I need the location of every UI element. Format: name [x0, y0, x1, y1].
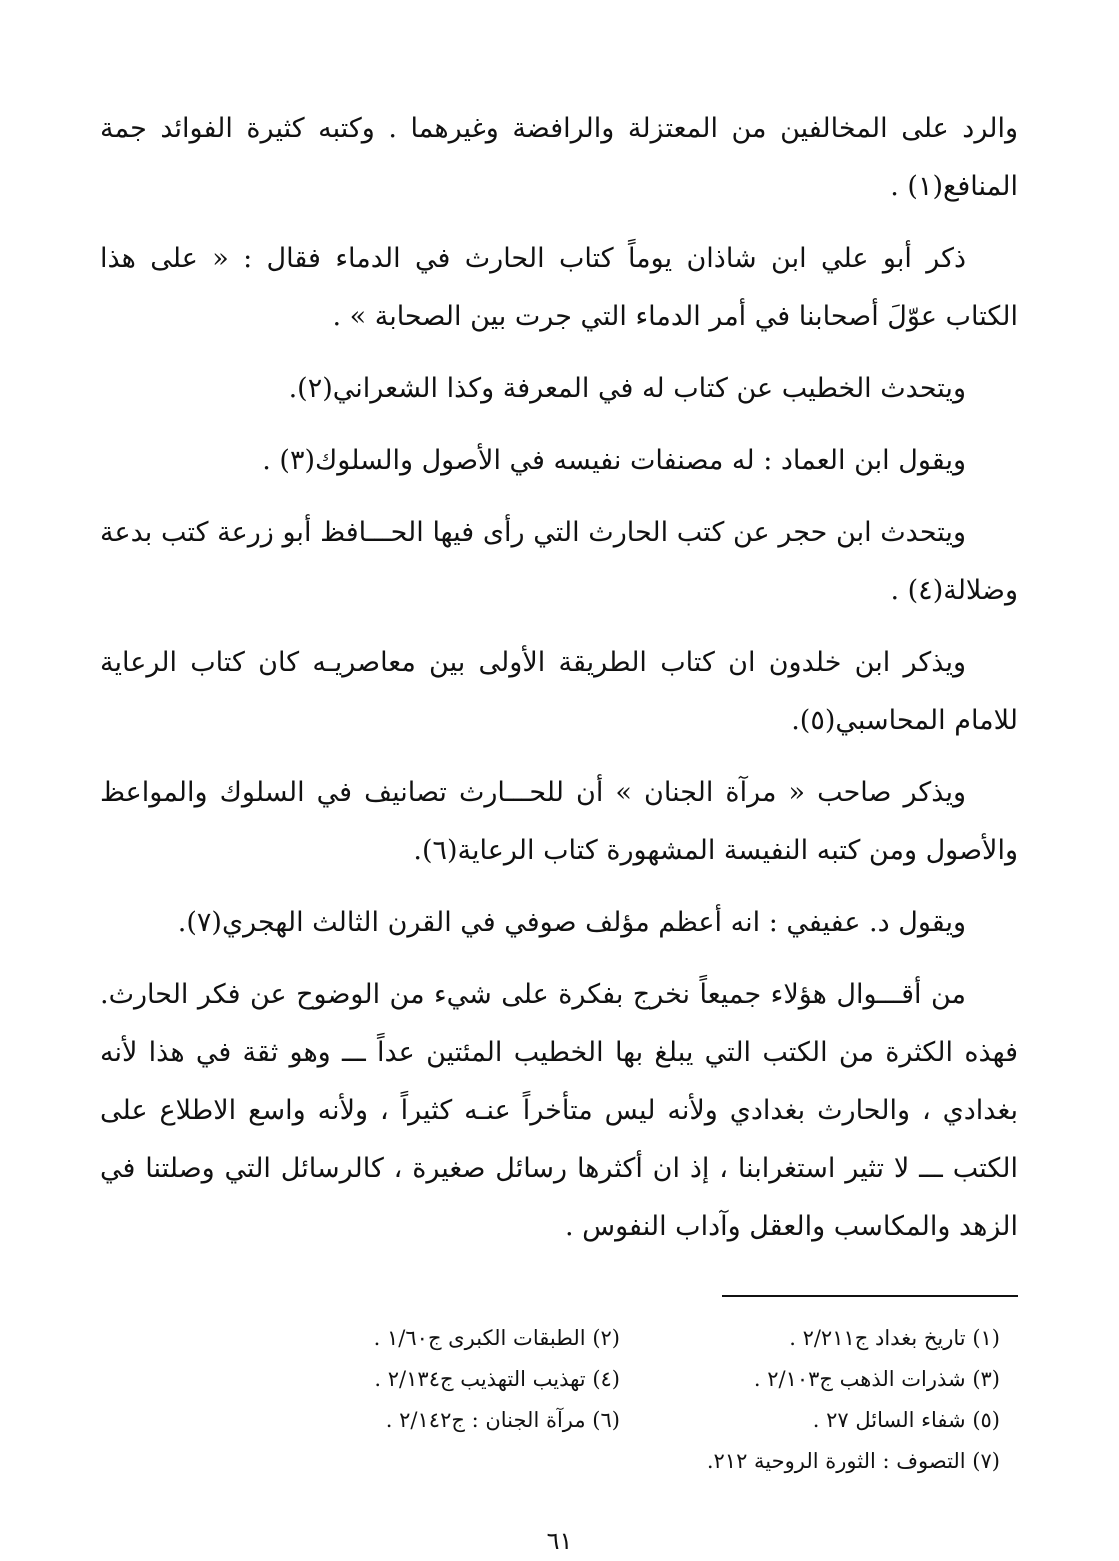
- paragraph: ويقول ابن العماد : له مصنفات نفيسه في الأصول والسلوك(٣) .: [262, 445, 966, 476]
- footnotes: [240, 1318, 1000, 1482]
- footnote-5: (٥) شفاء السائل ٢٧ .: [812, 1408, 1000, 1432]
- paragraph: من أقـــوال هؤلاء جميعاً نخرج بفكرة على شيء من الوضوح عن فكر الحارث. فهذه الكثرة من الكتب التي يبلغ بها الخطيب المئتين عداً ـــ وهو ثقة في هذا لأنه بغدادي ، والحارث بغدادي ولأنه ليس متأخراً عنـه كثيراً ، ولأنه واسع الاطلاع على الكتب ـــ لا تثير استغرابنا ، إذ ان أكثرها رسائل صغيرة ، كالرسائل التي وصلتنا في الزهد والمكاسب والعقل وآداب النفوس .: [100, 979, 1018, 1242]
- paragraph: ويتحدث الخطيب عن كتاب له في المعرفة وكذا الشعراني(٢).: [288, 373, 966, 404]
- footnote-2: (٢) الطبقات الكبرى ج١/٦٠ .: [373, 1326, 620, 1350]
- main-text: [100, 100, 1018, 1270]
- footnote-row: [240, 1400, 1000, 1441]
- footnote-row: [240, 1318, 1000, 1359]
- footnote-row: [240, 1441, 1000, 1482]
- page-number: ٦١: [546, 1527, 573, 1555]
- footnote-6: (٦) مرآة الجنان : ج٢/١٤٢ .: [385, 1408, 620, 1432]
- footnote-3: (٣) شذرات الذهب ج٢/١٠٣ .: [753, 1367, 1000, 1391]
- paragraph: ويقول د. عفيفي : انه أعظم مؤلف صوفي في القرن الثالث الهجري(٧).: [177, 907, 966, 938]
- paragraph: ويذكر ابن خلدون ان كتاب الطريقة الأولى بين معاصريـه كان كتاب الرعاية للامام المحاسبي(٥).: [100, 647, 1018, 736]
- footnote-separator: [722, 1295, 1018, 1297]
- footnote-1: (١) تاريخ بغداد ج٢/٢١١ .: [789, 1326, 1000, 1350]
- footnote-row: [240, 1359, 1000, 1400]
- paragraph: ويذكر صاحب « مرآة الجنان » أن للحـــارث تصانيف في السلوك والمواعظ والأصول ومن كتبه النفيسة المشهورة كتاب الرعاية(٦).: [100, 777, 1018, 866]
- footnote-4: (٤) تهذيب التهذيب ج٢/١٣٤ .: [374, 1367, 620, 1391]
- paragraph: ويتحدث ابن حجر عن كتب الحارث التي رأى فيها الحـــافظ أبو زرعة كتب بدعة وضلالة(٤) .: [100, 517, 1018, 606]
- footnote-7: (٧) التصوف : الثورة الروحية ٢١٢.: [706, 1449, 1000, 1473]
- paragraph: ذكر أبو علي ابن شاذان يوماً كتاب الحارث في الدماء فقال : « على هذا الكتاب عوّلَ أصحابنا في أمر الدماء التي جرت بين الصحابة » .: [100, 243, 1018, 332]
- paragraph: والرد على المخالفين من المعتزلة والرافضة وغيرهما . وكتبه كثيرة الفوائد جمة المنافع(١) .: [100, 113, 1018, 202]
